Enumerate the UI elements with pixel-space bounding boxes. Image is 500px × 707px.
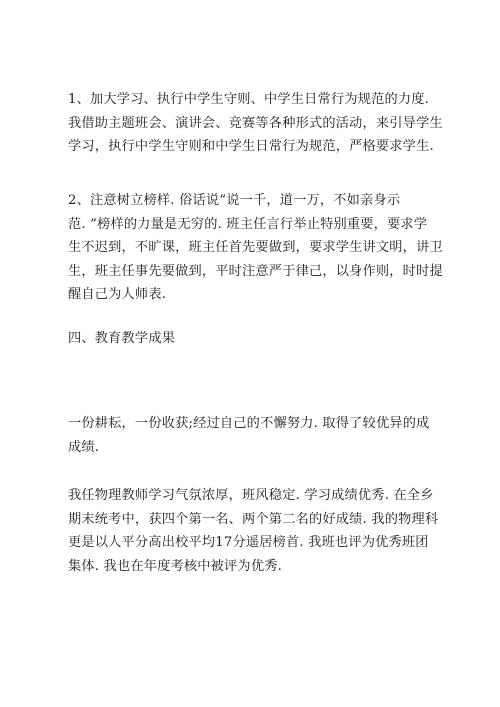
text-line: 我任物理教师学习气氛浓厚，班风稳定. 学习成绩优秀. 在全乡 [68, 488, 434, 503]
text-line: 醒自己为人师表. [68, 287, 167, 302]
section-heading [68, 327, 448, 351]
text-line: 一份耕耘，一份收获;经过自己的不懈努力. 取得了较优异的成 [68, 416, 430, 431]
text-line: 更是以人平分高出校平均17分遥居榜首. 我班也评为优秀班团 [68, 535, 429, 550]
paragraph-physics-results [68, 484, 448, 578]
paragraph-achievement-intro [68, 412, 448, 459]
text-line: 集体. 我也在年度考核中被评为优秀. [68, 558, 282, 574]
text-line: 生不迟到，不旷课，班主任首先要做到，要求学生讲文明，讲卫 [68, 240, 443, 255]
text-line: 成绩. [68, 439, 100, 455]
text-line: 学习，执行中学生守则和中学生日常行为规范，严格要求学生. [68, 139, 434, 154]
text-line: 生，班主任事先要做到，平时注意严于律己，以身作则，时时提 [68, 263, 443, 279]
section-heading-text: 四、教育教学成果 [68, 331, 176, 346]
text-line: 范. ”榜样的力量是无穷的. 班主任言行举止特别重要，要求学 [68, 216, 428, 232]
paragraph-role-model [68, 189, 448, 307]
text-line: 期末统考中，获四个第一名、两个第二名的好成绩. 我的物理科 [68, 511, 439, 527]
paragraph-study-rules [68, 88, 448, 159]
text-line: 1、加大学习、执行中学生守则、中学生日常行为规范的力度. [68, 92, 430, 107]
text-line: 2、注意树立榜样. 俗话说“说一千，道一万，不如亲身示 [68, 193, 401, 208]
text-line: 我借助主题班会、演讲会、竞赛等各种形式的活动，来引导学生 [68, 115, 443, 131]
